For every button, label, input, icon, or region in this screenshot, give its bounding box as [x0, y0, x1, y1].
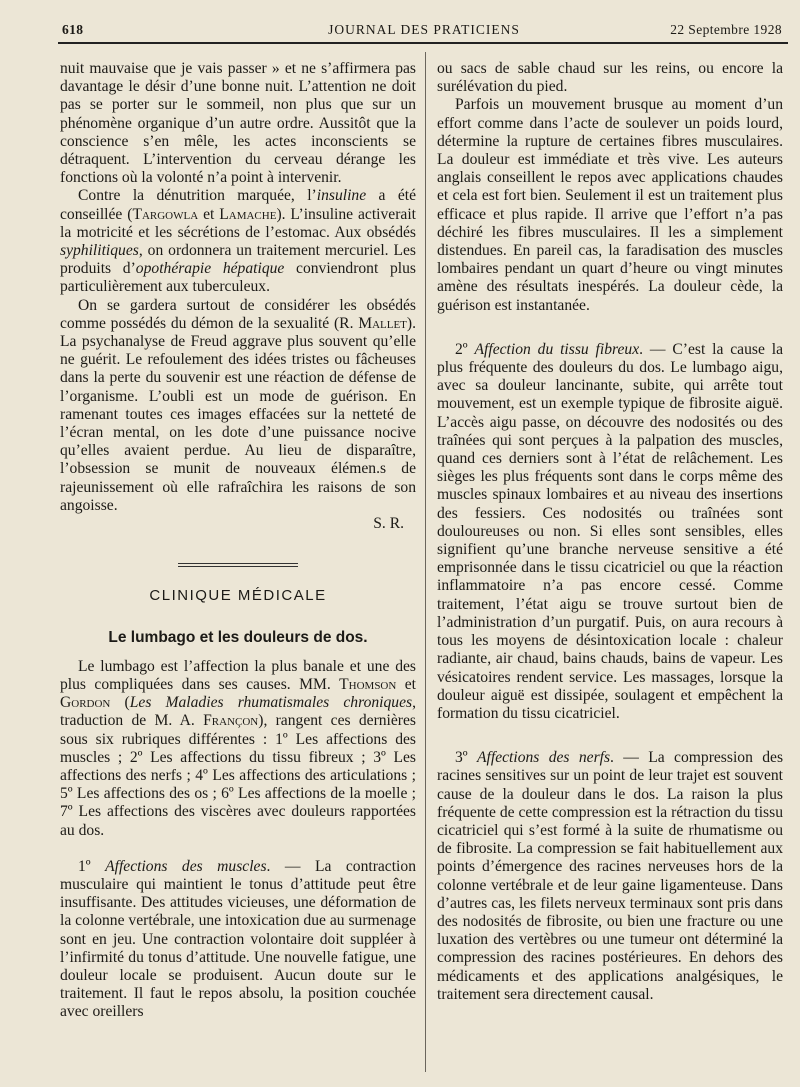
text: . — C’est la cause la plus fréquente des douleurs du dos. Le lumbago aigu, avec sa douleur lancinante, subite, qui arrête tout mouvement, est un exemple typique de fibrosite aiguë. L’accès aigu passe, on découvre des nodosités ou des traînées qui sont perçues à la palpation des muscles, quand ces derniers sont à l’état de relâchement. Les sièges les plus fréquents sont dans le corps même des muscles spinaux lombaires et au niveau des insertions des fessiers. Ces nodosités ou traînées sont douloureuses ou non. Si elles sont sensibles, elles signifient qu’une branche nerveuse sensitive a été emprisonnée dans le tissu cicatriciel ou que la réaction inflammatoire n’a pas encore cessé. Comme traitement, l’état aigu se trouve surtout bien de l’administration d’un purgatif. Puis, on aura recours à tous les moyens de désintoxication locale : chaleur radiante, air chaud, bains chauds, bains de vapeur. Les vésicatoires rendent service. Les massages, lorsque la douleur aiguë est dissipée, soulagent et empêchent la formation du tissu cicatriciel.	[437, 340, 783, 722]
paragraph	[437, 749, 783, 1004]
text: a été conseillée (	[60, 187, 416, 223]
text: (	[110, 694, 130, 712]
signature: S. R.	[373, 515, 404, 533]
text: ). L’insuline activerait la motricité et les sécrétions de l’estomac. Aux obsédés	[60, 205, 416, 241]
paragraph: Parfois un mouvement brusque au moment d’un effort comme dans l’acte de soulever un poids lourd, détermine la rupture de certaines fibres musculaires. La douleur est immédiate et très vive. Les auteurs anglais conseillent le repos avec applications chaudes et cela est fort bien. Seulement il est un traitement plus efficace et plus rapide. Il arrive que l’effort n’a pas déchiré les fibres musculaires. Il les a simplement distendues. En pareil cas, la faradisation des muscles lombaires pendant un quart d’heure ou vingt minutes amène des résultats inespérés. La douleur cède, la guérison est instantanée.	[437, 96, 783, 314]
issue-date: 22 Septembre 1928	[670, 22, 782, 37]
paragraph: ou sacs de sable chaud sur les reins, ou encore la surélévation du pied.	[437, 60, 783, 96]
column-divider	[425, 52, 426, 1072]
text: Le lumbago est l’affection la plus banale et une des plus compliquées dans ses causes. MM.	[60, 657, 416, 693]
page-number: 618	[62, 22, 84, 37]
text: ). La psychanalyse de Freud aggrave plus souvent qu’elle ne guérit. Le refoulement des idées tristes ou fâcheuses dans la perte du souvenir est une réaction de défense de l’organisme. L’oubli est un mode de guérison. En ramenant toutes ces images effacées sur la netteté de l’écran mental, on les dote d’une puissance nocive qu’elles avaient perdue. Au lieu de disparaître, l’obsession se munit de nouveaux élémen.s de rajeunissement où elle rafraîchira les raisons de son angoisse.	[60, 314, 416, 514]
text: ), rangent ces dernières sous six rubriques différentes : 1º Les affections des muscles ; 2º Les affections du tissu fibreux ; 3º Les affections des nerfs ; 4º Les affections des articulations ; 5º Les affections des os ; 6º Les affections de la moelle ; 7º Les affections des viscères avec douleurs rapportées au dos.	[60, 712, 416, 839]
header-rule	[58, 42, 788, 44]
spacer	[437, 315, 783, 341]
text: 1º	[78, 857, 106, 875]
author-name: Targowla	[132, 205, 199, 223]
text: et	[396, 675, 416, 693]
text: 3º	[455, 749, 477, 767]
page-header	[58, 20, 790, 40]
spacer	[437, 723, 783, 749]
paragraph	[437, 341, 783, 723]
article-title: Le lumbago et les douleurs de dos.	[108, 629, 368, 647]
subheading: Affections des muscles	[105, 857, 267, 875]
emphasis: syphilitiques	[60, 242, 139, 260]
paragraph: nuit mauvaise que je vais passer » et ne s’affirmera pas davantage le désir d’une bonne nuit. L’attention ne doit pas se porter sur le sommeil, non plus que sur un phénomène organique d’un autre ordre. Aussitôt que la conscience s’en mêle, les actes inconscients se détraquent. L’intervention du cerveau dérange les fonctions où la volonté n’a point à intervenir.	[60, 60, 416, 187]
text: Contre la dénutrition marquée, l’	[78, 187, 317, 205]
right-column	[437, 60, 783, 1004]
author-name: Françon	[203, 712, 259, 730]
text: On se gardera surtout de considérer les obsédés comme possédés du démon de la sexualité (R.	[60, 296, 416, 332]
left-column	[60, 60, 416, 1022]
book-title: Les Maladies rhumatismales chroniques	[129, 694, 413, 712]
text: et	[198, 205, 220, 223]
author-name: Gordon	[60, 694, 111, 712]
text: . — La compression des racines sensitives sur un point de leur trajet est souvent cause de la douleur dans le dos. La raison la plus fréquente de cette compression est la rétraction du tissu cicatriciel qui s’est formé à la suite de rhumatisme ou de fibrosite. La compression se fait habituellement aux points d’émergence des racines nerveuses hors de la colonne vertébrale et de leur gaine ligamenteuse. Dans d’autres cas, les filets nerveux terminaux sont pris dans des nodosités de fibrosite, ou bien une fracture ou une luxation des vertèbres ou une tumeur ont déterminé la compression des racines postérieures. En dehors des médicaments et des applications analgésiques, le traitement sera directement causal.	[437, 749, 784, 1003]
text: conviendront plus particulièrement aux tuberculeux.	[60, 260, 416, 296]
author-name: Mallet	[358, 314, 407, 332]
subheading: Affections des nerfs	[477, 749, 611, 767]
author-name: Lamache	[219, 205, 277, 223]
paragraph	[60, 187, 416, 296]
subheading: Affection du tissu fibreux	[474, 340, 640, 358]
text: , traduction de M. A.	[60, 694, 417, 730]
journal-title: JOURNAL DES PRATICIENS	[328, 22, 520, 37]
spacer	[60, 840, 416, 858]
text: , on ordonnera un traitement mercuriel. Les produits d’	[60, 242, 416, 278]
text: . — La contraction musculaire qui maintient le tonus d’attitude peut être insuffisante. Des attitudes vicieuses, une déformation de la colonne vertébrale, une intoxication due au surmenage sont en jeu. Une contraction volontaire doit suppléer à l’infirmité du tonus d’attitude. Une nouvelle fatigue, une douleur locale se produisent. Aucun doute sur le traitement. Il faut le repos absolu, la position couchée avec oreillers	[60, 857, 416, 1021]
text: 2º	[455, 340, 475, 358]
paragraph	[60, 858, 416, 1022]
author-name: Thomson	[339, 675, 397, 693]
emphasis: insuline	[316, 187, 367, 205]
emphasis: opothérapie hépatique	[135, 260, 285, 278]
section-heading: CLINIQUE MÉDICALE	[149, 587, 327, 605]
paragraph	[60, 658, 416, 840]
section-separator	[178, 563, 298, 567]
paragraph	[60, 297, 416, 515]
